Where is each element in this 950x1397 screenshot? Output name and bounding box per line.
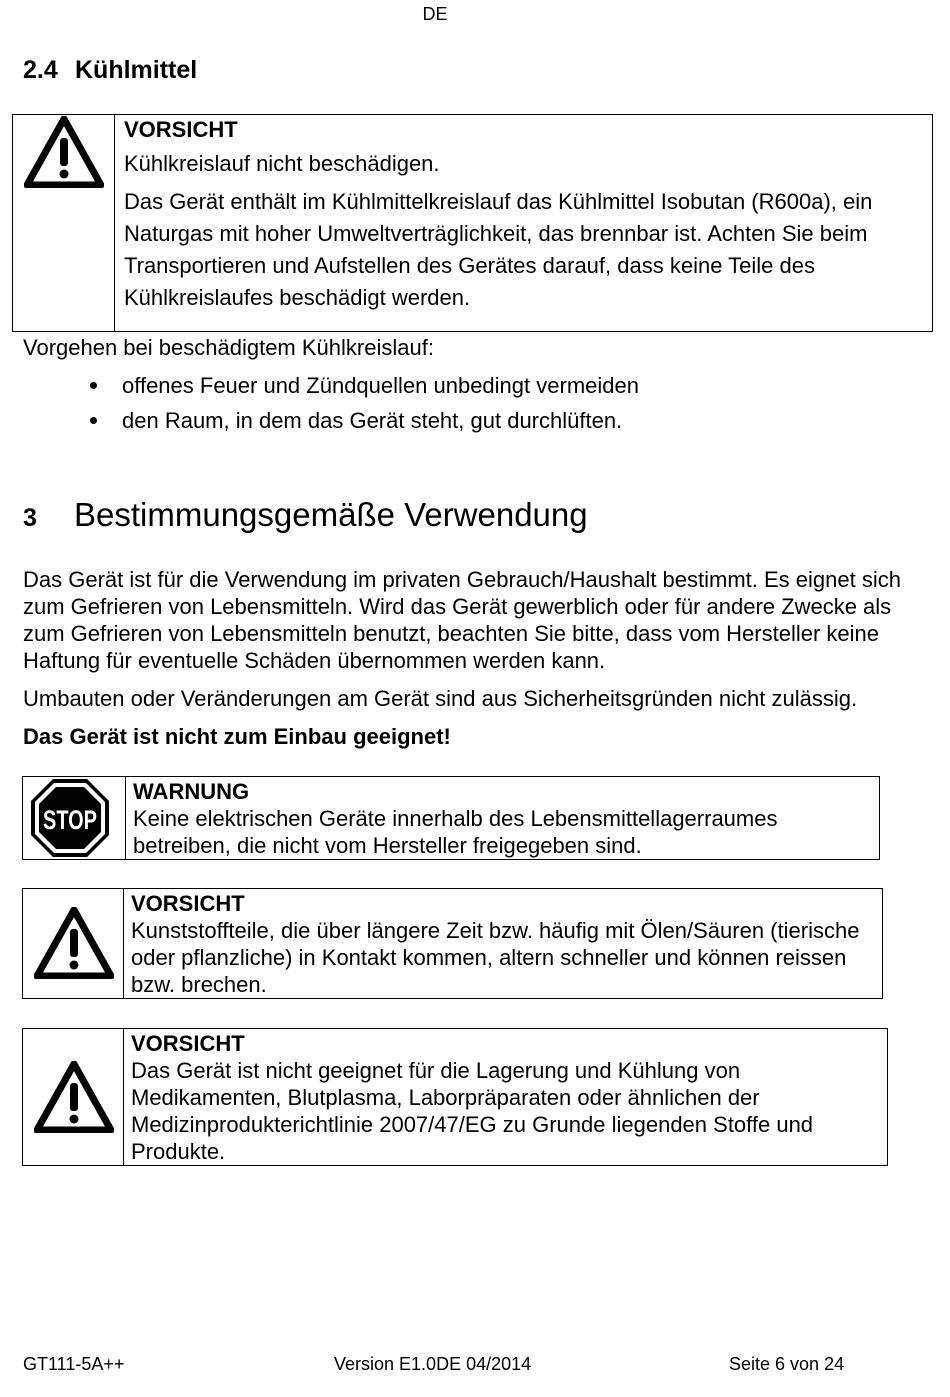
caution-description: Das Gerät enthält im Kühlmittelkreislauf das Kühlmittel Isobutan (R600a), ein Naturgas mit hoher Umweltverträglichkeit, das brennbar ist. Achten Sie beim Transportieren und Aufstellen des Gerätes darauf, dass keine Teile des Kühlkreislaufes beschädigt werden. <box>124 189 873 310</box>
usage-emphasis: Das Gerät ist nicht zum Einbau geeignet! <box>23 724 451 749</box>
section-title: Kühlmittel <box>75 56 198 84</box>
caution-line: Kühlkreislauf nicht beschädigen. <box>124 151 440 176</box>
stop-sign-label: STOP <box>43 805 97 835</box>
footer-model: GT111-5A++ <box>23 1354 125 1374</box>
list-item <box>90 372 639 407</box>
caution-title: VORSICHT <box>124 117 238 142</box>
footer-page-number: Seite 6 von 24 <box>729 1354 845 1374</box>
section-title: Bestimmungsgemäße Verwendung <box>74 496 588 533</box>
icon-cell <box>23 1029 124 1165</box>
procedure-heading: Vorgehen bei beschädigtem Kühlkreislauf: <box>23 335 434 360</box>
caution-description: Kunststoffteile, die über längere Zeit bzw. häufig mit Ölen/Säuren (tierische oder pflanzliche) in Kontakt kommen, altern schneller und können reissen bzw. brechen. <box>131 918 860 997</box>
caution-text <box>131 890 876 998</box>
icon-cell <box>23 777 126 859</box>
icon-cell <box>12 115 115 332</box>
usage-paragraph: Umbauten oder Veränderungen am Gerät sind aus Sicherheitsgründen nicht zulässig. <box>23 686 858 711</box>
footer-version: Version E1.0DE 04/2014 <box>334 1354 532 1374</box>
stop-sign-icon <box>29 777 111 859</box>
bullet-icon <box>90 417 97 424</box>
icon-cell <box>23 889 124 998</box>
warning-triangle-icon <box>34 907 114 979</box>
usage-paragraph: Das Gerät ist für die Verwendung im privaten Gebrauch/Haushalt bestimmt. Es eignet sich zum Gefrieren von Lebensmitteln. Wird das Gerät gewerblich oder für andere Zwecke als zum Gefrieren von Lebensmitteln benutzt, beachten Sie bitte, dass vom Hersteller keine Haftung für eventuelle Schäden übernommen werden kann. <box>23 567 901 673</box>
section-number: 3 <box>23 504 37 532</box>
caution-text <box>131 1030 881 1165</box>
caution-description: Das Gerät ist nicht geeignet für die Lagerung und Kühlung von Medikamenten, Blutplasma, Laborpräparaten oder ähnlichen der Medizinprodukterichtlinie 2007/47/EG zu Grunde liegenden Stoffe und Produkte. <box>131 1058 814 1164</box>
list-item <box>90 407 639 442</box>
section-heading-2-4 <box>23 56 197 85</box>
section-heading-3 <box>23 496 588 534</box>
caution-text <box>124 116 924 314</box>
caution-box-refrigerant <box>12 114 933 332</box>
list-item-text: offenes Feuer und Zündquellen unbedingt vermeiden <box>122 373 639 398</box>
procedure-list <box>90 372 639 442</box>
divider <box>12 331 933 332</box>
caution-box-medical <box>22 1028 888 1166</box>
warning-text <box>133 778 873 859</box>
warning-triangle-icon <box>24 116 104 188</box>
page-language: DE <box>422 4 448 24</box>
section-number: 2.4 <box>23 56 58 84</box>
caution-box-plastics <box>22 888 883 999</box>
warning-title: WARNUNG <box>133 779 250 804</box>
warning-triangle-icon <box>34 1061 114 1133</box>
caution-title: VORSICHT <box>131 1031 245 1056</box>
caution-title: VORSICHT <box>131 891 245 916</box>
list-item-text: den Raum, in dem das Gerät steht, gut durchlüften. <box>122 408 623 433</box>
bullet-icon <box>90 382 97 389</box>
warning-description: Keine elektrischen Geräte innerhalb des Lebensmittellagerraumes betreiben, die nicht vom Hersteller freigegeben sind. <box>133 806 778 858</box>
warning-box-stop <box>22 776 880 860</box>
